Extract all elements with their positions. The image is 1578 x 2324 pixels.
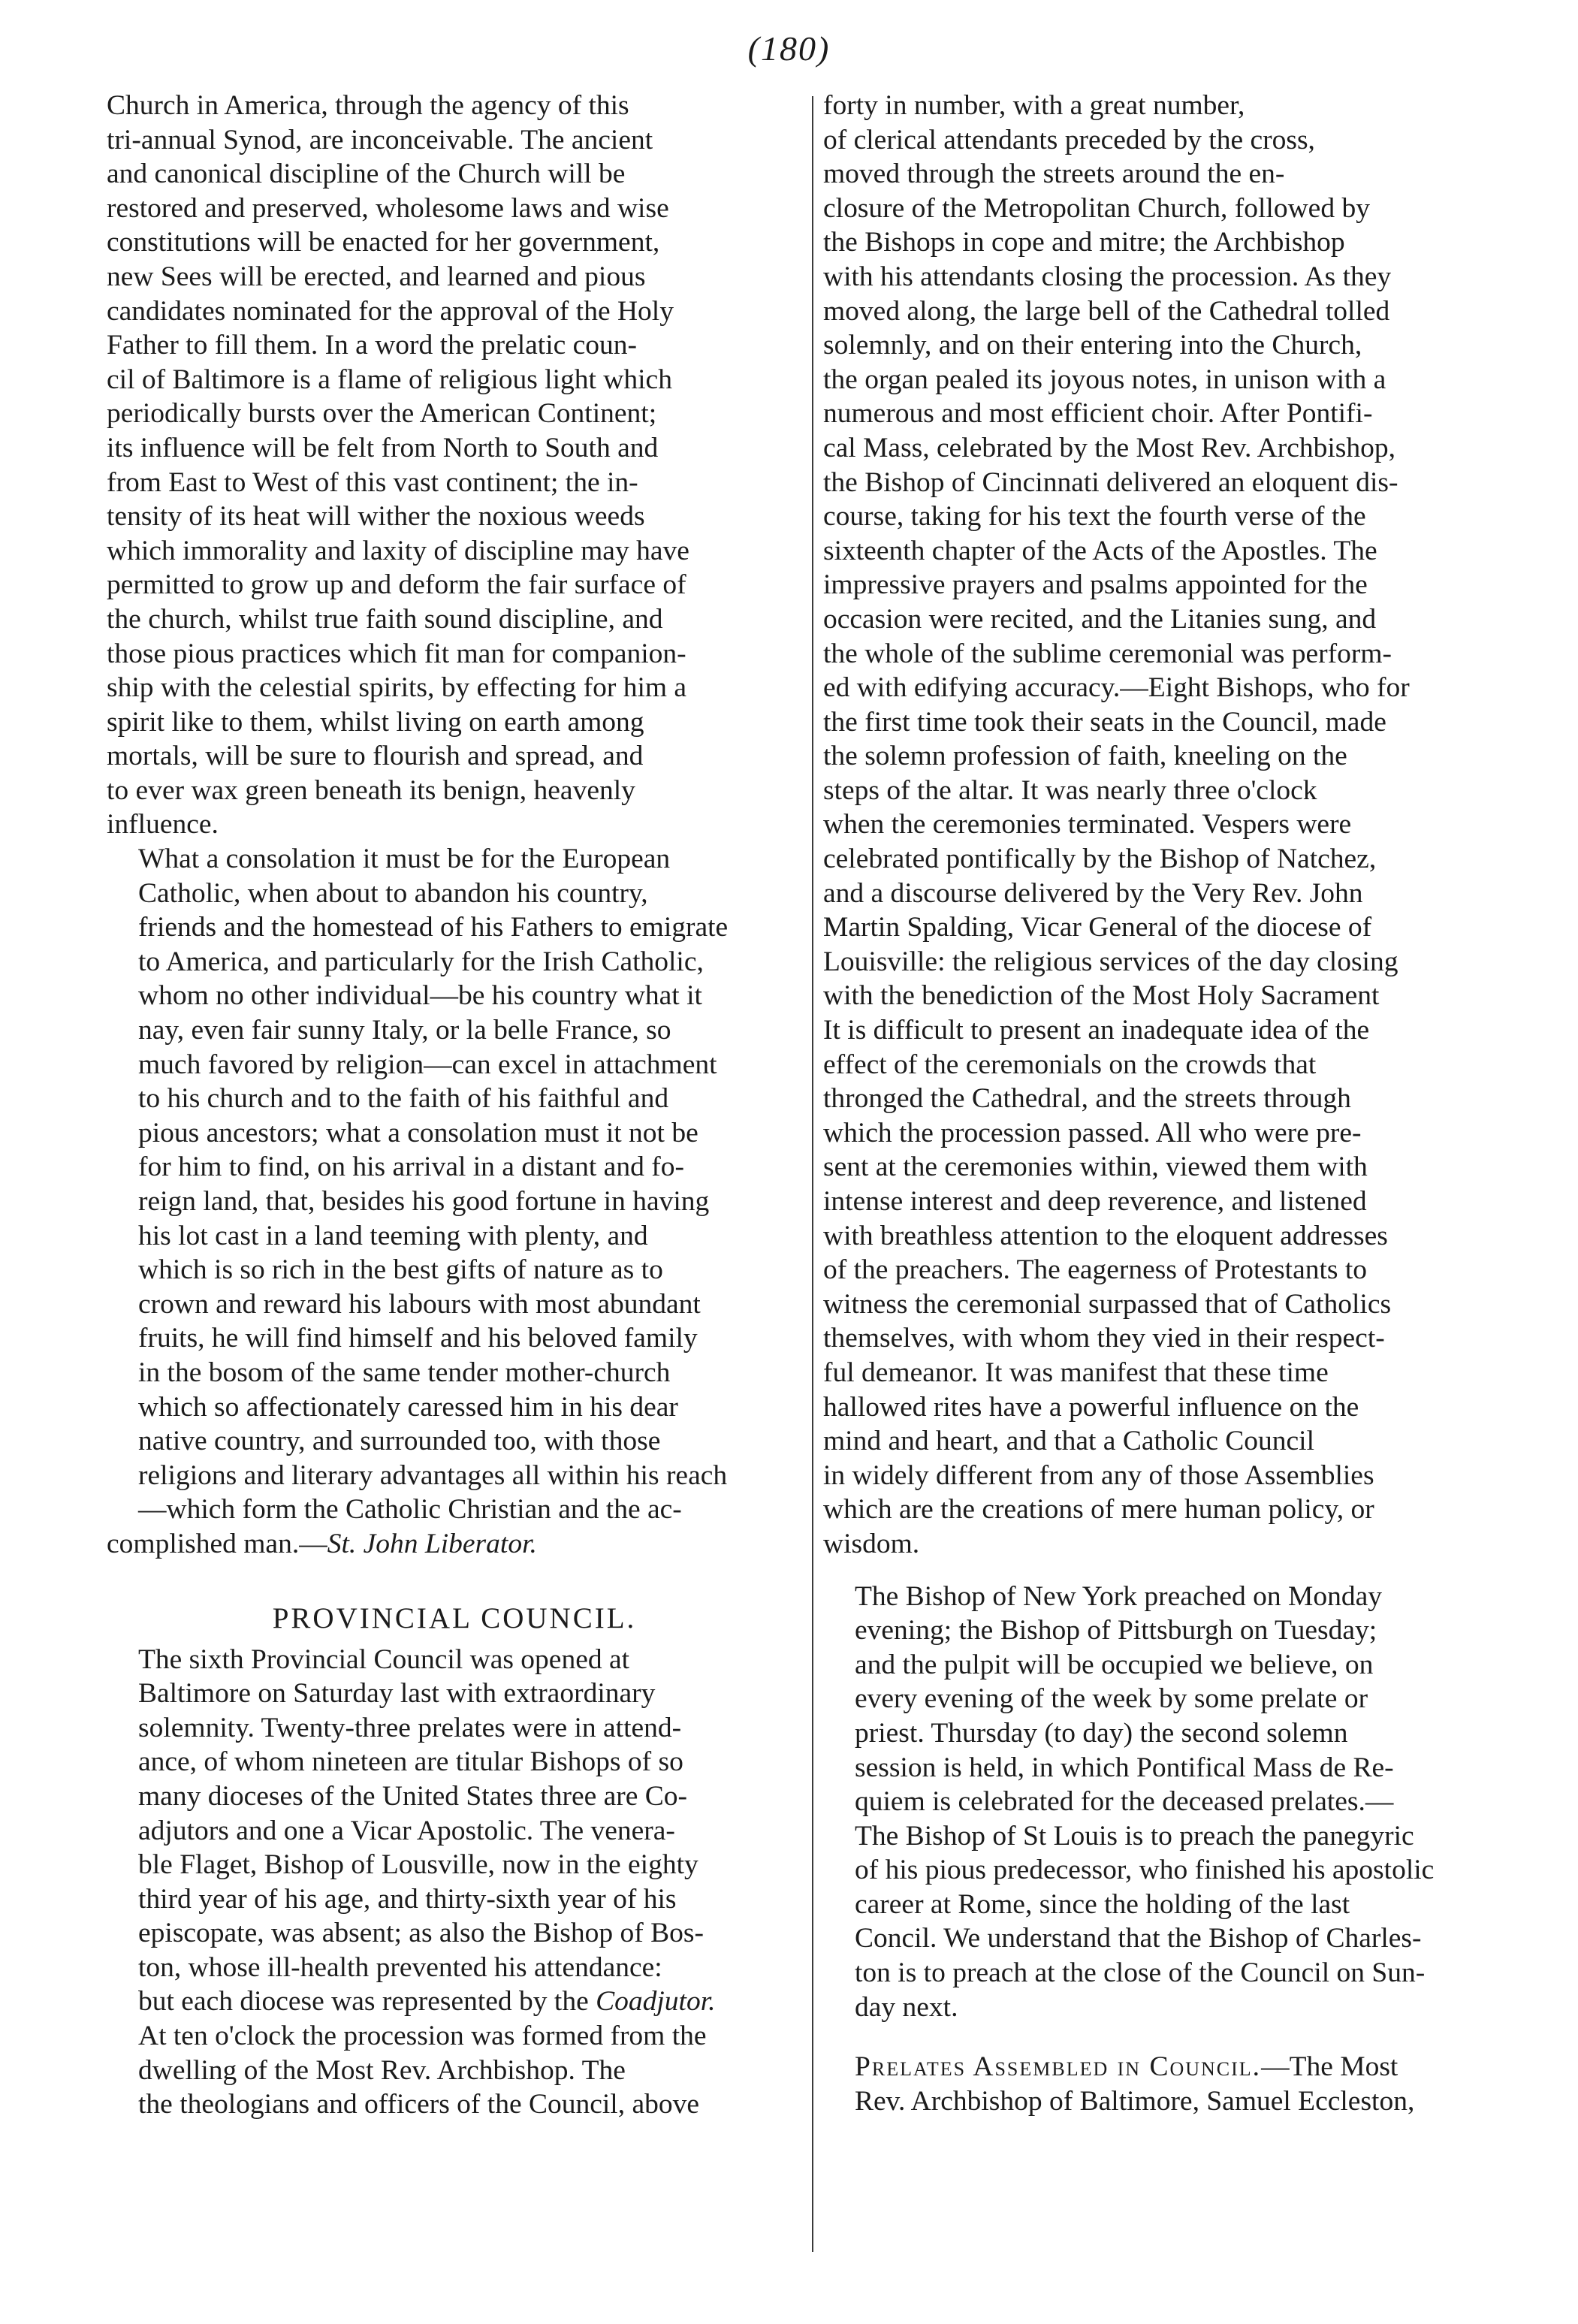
paragraph-text: —The Most <box>1261 2051 1398 2083</box>
text-line: of clerical attendants preceded by the cross, <box>823 124 1315 155</box>
left-column <box>107 89 802 2122</box>
text-line: for him to find, on his arrival in a distant and fo- <box>138 1151 684 1183</box>
text-line: witness the ceremonial surpassed that of Catholics <box>823 1288 1392 1320</box>
text-line: hallowed rites have a powerful influence on the <box>823 1391 1359 1423</box>
text-line: numerous and most efficient choir. After Pontifi- <box>823 398 1373 430</box>
text-line: reign land, that, besides his good fortune in having <box>138 1186 710 1217</box>
text-line: mind and heart, and that a Catholic Council <box>823 1426 1314 1457</box>
text-line: quiem is celebrated for the deceased prelates.— <box>855 1786 1394 1818</box>
text-line: Church in America, through the agency of this <box>107 90 629 121</box>
page-number: (180) <box>747 29 831 68</box>
text-line: Concil. We understand that the Bishop of Charles- <box>855 1923 1422 1954</box>
text-line: —which form the Catholic Christian and the ac- <box>138 1494 682 1526</box>
text-line: the solemn profession of faith, kneeling on the <box>823 741 1347 772</box>
text-line: It is difficult to present an inadequate idea of the <box>823 1015 1370 1046</box>
text-line: and canonical discipline of the Church will be <box>107 158 626 190</box>
source-attribution: St. John Liberator. <box>327 1528 537 1559</box>
text-line: occasion were recited, and the Litanies sung, and <box>823 603 1377 635</box>
article-paragraph <box>107 1643 802 2122</box>
text-line: of the preachers. The eagerness of Protestants to <box>823 1254 1368 1286</box>
text-line: episcopate, was absent; as also the Bishop of Bos- <box>138 1918 704 1949</box>
article-paragraph <box>823 89 1519 1562</box>
text-line: priest. Thursday (to day) the second solemn <box>855 1717 1348 1749</box>
text-line: ble Flaget, Bishop of Lousville, now in the eighty <box>138 1849 698 1881</box>
text-line: every evening of the week by some prelate or <box>855 1683 1368 1715</box>
text-line: with breathless attention to the eloquent addresses <box>823 1220 1388 1251</box>
text-line: of his pious predecessor, who finished his apostolic <box>855 1855 1435 1886</box>
prelates-paragraph <box>823 2050 1519 2118</box>
text-line: with the benediction of the Most Holy Sacrament <box>823 980 1380 1012</box>
text-line: session is held, in which Pontifical Mass de Re- <box>855 1752 1394 1783</box>
text-line: adjutors and one a Vicar Apostolic. The venera- <box>138 1815 675 1846</box>
column-divider <box>812 96 813 2252</box>
text-line: religions and literary advantages all within his reach <box>138 1459 728 1491</box>
article-paragraph <box>107 842 802 1527</box>
text-line: influence. <box>107 809 219 841</box>
text-line: thronged the Cathedral, and the streets through <box>823 1083 1351 1115</box>
text-line: steps of the altar. It was nearly three o'clock <box>823 774 1317 806</box>
text-line: Catholic, when about to abandon his country, <box>138 877 648 909</box>
text-line: career at Rome, since the holding of the last <box>855 1888 1350 1920</box>
text-line: the church, whilst true faith sound discipline, and <box>107 603 663 635</box>
text-line: his lot cast in a land teeming with plenty, and <box>138 1220 648 1251</box>
text-line: whom no other individual—be his country what it <box>138 980 702 1012</box>
paragraph-text: complished man.— <box>107 1528 327 1559</box>
text-line: and a discourse delivered by the Very Rev. John <box>823 877 1363 909</box>
text-line: course, taking for his text the fourth verse of the <box>823 501 1366 533</box>
text-line: to ever wax green beneath its benign, heavenly <box>107 774 635 806</box>
text-line: crown and reward his labours with most abundant <box>138 1288 701 1320</box>
text-line: cil of Baltimore is a flame of religious light which <box>107 364 672 395</box>
text-line: ship with the celestial spirits, by effecting for him a <box>107 672 687 704</box>
text-line: periodically bursts over the American Continent; <box>107 398 657 430</box>
text-line: ton is to preach at the close of the Council on Sun- <box>855 1957 1426 1989</box>
text-line: The sixth Provincial Council was opened at <box>138 1643 630 1675</box>
text-line: moved through the streets around the en- <box>823 158 1285 190</box>
text-line: in widely different from any of those Assemblies <box>823 1459 1374 1491</box>
text-line: friends and the homestead of his Fathers to emigrate <box>138 912 729 943</box>
text-line: closure of the Metropolitan Church, followed by <box>823 192 1370 224</box>
text-line: the Bishops in cope and mitre; the Archbishop <box>823 227 1345 258</box>
text-line: dwelling of the Most Rev. Archbishop. The <box>138 2054 626 2086</box>
text-line: those pious practices which fit man for companion- <box>107 638 686 669</box>
text-line: which are the creations of mere human policy, or <box>823 1494 1374 1526</box>
text-line: with his attendants closing the procession. As they <box>823 261 1392 292</box>
article-paragraph <box>107 89 802 842</box>
text-line: the theologians and officers of the Council, above <box>138 2089 700 2120</box>
text-line: pious ancestors; what a consolation must it not be <box>138 1117 698 1148</box>
text-line: cal Mass, celebrated by the Most Rev. Archbishop, <box>823 432 1395 463</box>
text-line: ed with edifying accuracy.—Eight Bishops, who for <box>823 672 1410 704</box>
text-line: tensity of its heat will wither the noxious weeds <box>107 501 645 533</box>
text-line: ance, of whom nineteen are titular Bishops of so <box>138 1746 683 1778</box>
text-line: moved along, the large bell of the Cathedral tolled <box>823 295 1390 327</box>
text-line: the organ pealed its joyous notes, in unison with a <box>823 364 1386 395</box>
text-line: to America, and particularly for the Irish Catholic, <box>138 946 704 977</box>
emphasized-word: Coadjutor. <box>596 1986 716 2018</box>
article-paragraph <box>823 1580 1519 2025</box>
text-line: themselves, with whom they vied in their respect- <box>823 1323 1385 1354</box>
text-line: constitutions will be enacted for her government, <box>107 227 660 258</box>
text-line: ful demeanor. It was manifest that these time <box>823 1357 1329 1388</box>
text-line: permitted to grow up and deform the fair surface of <box>107 569 686 601</box>
text-line: which so affectionately caressed him in his dear <box>138 1391 678 1423</box>
text-line: The Bishop of St Louis is to preach the panegyric <box>855 1820 1414 1852</box>
section-heading: PROVINCIAL COUNCIL. <box>272 1601 637 1634</box>
text-line: What a consolation it must be for the European <box>138 844 671 875</box>
text-line: but each diocese was represented by the Coadjutor. <box>138 1986 716 2018</box>
text-line: celebrated pontifically by the Bishop of Natchez, <box>823 844 1377 875</box>
text-line: spirit like to them, whilst living on earth among <box>107 706 644 738</box>
text-line: impressive prayers and psalms appointed for the <box>823 569 1368 601</box>
text-line: many dioceses of the United States three are Co- <box>138 1780 688 1812</box>
text-line: its influence will be felt from North to South and <box>107 432 659 463</box>
text-line: The Bishop of New York preached on Monday <box>855 1580 1382 1612</box>
text-line: which is so rich in the best gifts of nature as to <box>138 1254 663 1286</box>
text-line: and the pulpit will be occupied we believe, on <box>855 1649 1374 1680</box>
text-line: nay, even fair sunny Italy, or la belle France, so <box>138 1015 671 1046</box>
text-line: the whole of the sublime ceremonial was perform- <box>823 638 1392 669</box>
text-line: ton, whose ill-health prevented his attendance: <box>138 1951 662 1983</box>
run-in-heading: Prelates Assembled in Council. <box>855 2051 1262 2083</box>
text-line: Baltimore on Saturday last with extraordinary <box>138 1678 656 1710</box>
text-line: to his church and to the faith of his faithful and <box>138 1083 669 1115</box>
text-line: sent at the ceremonies within, viewed them with <box>823 1151 1368 1183</box>
text-line: evening; the Bishop of Pittsburgh on Tuesday; <box>855 1615 1377 1646</box>
text-line: when the ceremonies terminated. Vespers were <box>823 809 1352 841</box>
text-line: new Sees will be erected, and learned and pious <box>107 261 646 292</box>
text-line: the Bishop of Cincinnati delivered an eloquent dis- <box>823 466 1398 498</box>
text-line: candidates nominated for the approval of the Holy <box>107 295 674 327</box>
text-line: wisdom. <box>823 1528 920 1559</box>
text-line: effect of the ceremonials on the crowds that <box>823 1049 1317 1080</box>
right-column <box>823 89 1519 2118</box>
text-line: sixteenth chapter of the Acts of the Apostles. The <box>823 535 1377 566</box>
text-line: At ten o'clock the procession was formed from the <box>138 2021 707 2052</box>
text-line: native country, and surrounded too, with those <box>138 1426 661 1457</box>
text-line: day next. <box>855 1991 958 2023</box>
text-line: Father to fill them. In a word the prelatic coun- <box>107 330 638 361</box>
paragraph-text: Rev. Archbishop of Baltimore, Samuel Eccleston, <box>855 2085 1415 2117</box>
paragraph-closing-line <box>107 1527 802 1562</box>
text-line: third year of his age, and thirty-sixth year of his <box>138 1883 677 1915</box>
text-line: fruits, he will find himself and his beloved family <box>138 1323 698 1354</box>
text-line: solemnity. Twenty-three prelates were in attend- <box>138 1712 682 1743</box>
text-line: Louisville: the religious services of the day closing <box>823 946 1398 977</box>
text-line: much favored by religion—can excel in attachment <box>138 1049 717 1080</box>
text-line: which immorality and laxity of discipline may have <box>107 535 689 566</box>
text-line: tri-annual Synod, are inconceivable. The ancient <box>107 124 653 155</box>
text-line: solemnly, and on their entering into the Church, <box>823 330 1362 361</box>
text-line: the first time took their seats in the Council, made <box>823 706 1386 738</box>
text-line: restored and preserved, wholesome laws and wise <box>107 192 669 224</box>
text-line: in the bosom of the same tender mother-church <box>138 1357 671 1388</box>
text-line: mortals, will be sure to flourish and spread, and <box>107 741 644 772</box>
text-line: intense interest and deep reverence, and listened <box>823 1186 1367 1217</box>
text-line: from East to West of this vast continent; the in- <box>107 466 638 498</box>
text-line: Martin Spalding, Vicar General of the diocese of <box>823 912 1372 943</box>
text-line: which the procession passed. All who were pre- <box>823 1117 1362 1148</box>
text-line: forty in number, with a great number, <box>823 90 1245 121</box>
